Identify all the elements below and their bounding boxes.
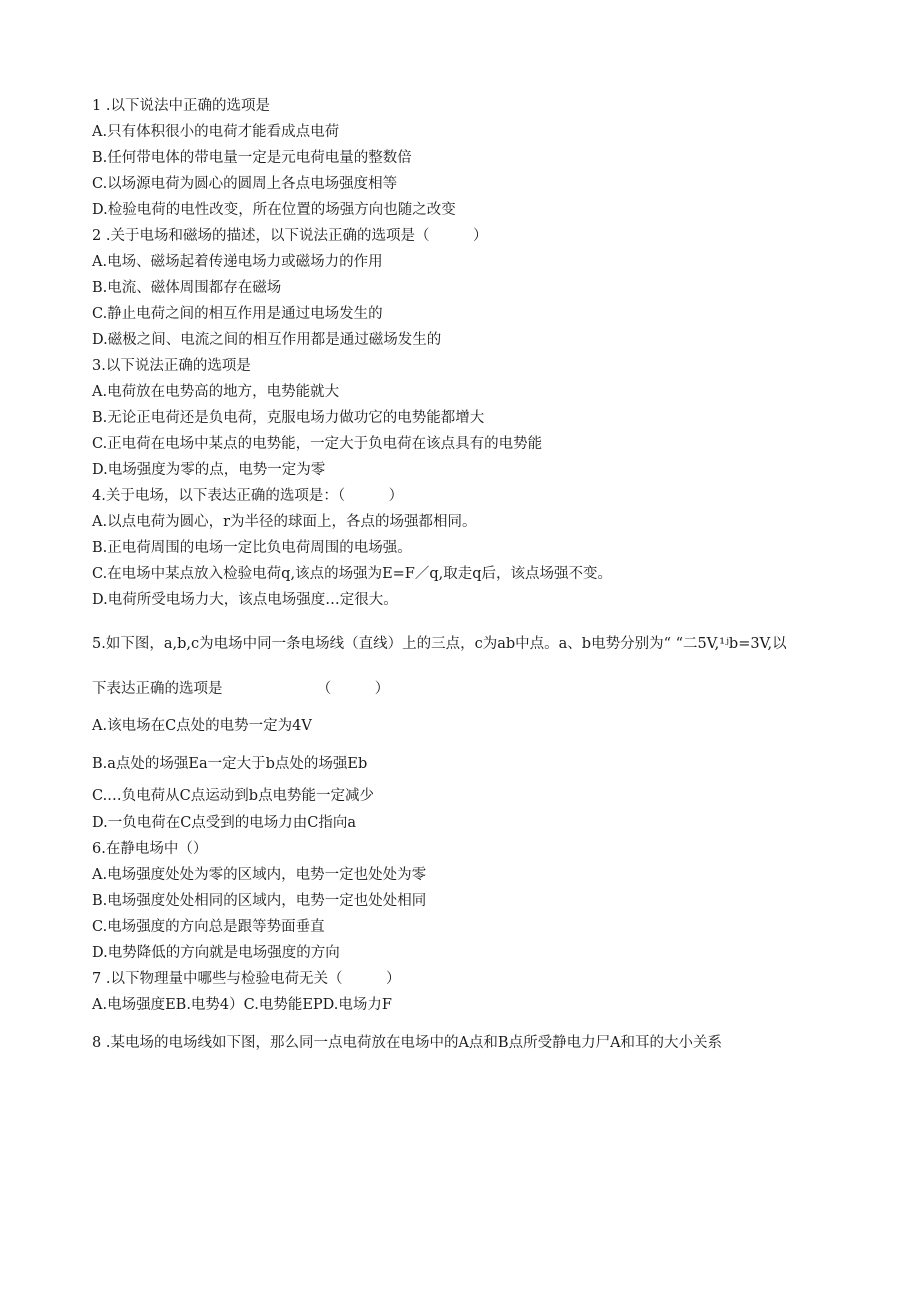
question-2-option-b: B.电流、磁体周围都存在磁场: [92, 280, 282, 296]
question-4-stem: 4.关于电场，以下表达正确的选项是：（ ）: [92, 488, 404, 504]
question-2-option-d: D.磁极之间、电流之间的相互作用都是通过磁场发生的: [92, 332, 442, 348]
question-7-stem: 7 .以下物理量中哪些与检验电荷无关（ ）: [92, 971, 401, 987]
question-7-options: A.电场强度EB.电势4）C.电势能EPD.电场力F: [92, 997, 392, 1013]
question-6-stem: 6.在静电场中（）: [92, 841, 208, 857]
question-3-option-c: C.正电荷在电场中某点的电势能，一定大于负电荷在该点具有的电势能: [92, 436, 543, 452]
question-3-option-a: A.电荷放在电势高的地方，电势能就大: [92, 384, 340, 400]
question-4-option-d: D.电荷所受电场力大，该点电场强度…定很大。: [92, 592, 398, 608]
question-5-stem-cont: 下表达正确的选项是 （ ）: [92, 681, 390, 697]
question-2-option-a: A.电场、磁场起着传递电场力或磁场力的作用: [92, 254, 383, 270]
question-6-option-b: B.电场强度处处相同的区域内，电势一定也处处相同: [92, 893, 427, 909]
question-5-stem: 5.如下图，a,b,c为电场中同一条电场线（直线）上的三点，c为ab中点。a、b电势分别为“ “二5V,¹ʲb=3V,以: [92, 636, 787, 652]
question-3-option-d: D.电场强度为零的点，电势一定为零: [92, 462, 326, 478]
question-6-option-d: D.电势降低的方向就是电场强度的方向: [92, 945, 340, 961]
question-3-stem: 3.以下说法正确的选项是: [92, 358, 251, 374]
question-3-option-b: B.无论正电荷还是负电荷，克服电场力做功它的电势能都增大: [92, 410, 485, 426]
question-4-option-b: B.正电荷周围的电场一定比负电荷周围的电场强。: [92, 540, 412, 556]
question-6-option-c: C.电场强度的方向总是跟等势面垂直: [92, 919, 325, 935]
question-2-option-c: C.静止电荷之间的相互作用是通过电场发生的: [92, 306, 383, 322]
question-4-option-a: A.以点电荷为圆心，r为半径的球面上，各点的场强都相同。: [92, 514, 477, 530]
question-5-option-d: D.一负电荷在C点受到的电场力由C指向a: [92, 815, 357, 831]
question-8-stem: 8 .某电场的电场线如下图，那么同一点电荷放在电场中的A点和B点所受静电力尸A和耳的大小关系: [92, 1035, 723, 1051]
question-1-stem: 1 .以下说法中正确的选项是: [92, 98, 270, 114]
question-6-option-a: A.电场强度处处为零的区域内，电势一定也处处为零: [92, 867, 427, 883]
question-1-option-a: A.只有体积很小的电荷才能看成点电荷: [92, 124, 340, 140]
question-4-option-c: C.在电场中某点放入检验电荷q,该点的场强为E=F／q,取走q后，该点场强不变。: [92, 566, 613, 582]
question-2-stem: 2 .关于电场和磁场的描述，以下说法正确的选项是（ ）: [92, 228, 488, 244]
question-1-option-c: C.以场源电荷为圆心的圆周上各点电场强度相等: [92, 176, 398, 192]
question-1-option-b: B.任何带电体的带电量一定是元电荷电量的整数倍: [92, 150, 412, 166]
question-1-option-d: D.检验电荷的电性改变，所在位置的场强方向也随之改变: [92, 202, 456, 218]
question-5-option-c: C.…负电荷从C点运动到b点电势能一定减少: [92, 788, 375, 804]
question-5-option-a: A.该电场在C点处的电势一定为4V: [92, 718, 312, 734]
question-5-option-b: B.a点处的场强Ea一定大于b点处的场强Eb: [92, 756, 368, 772]
